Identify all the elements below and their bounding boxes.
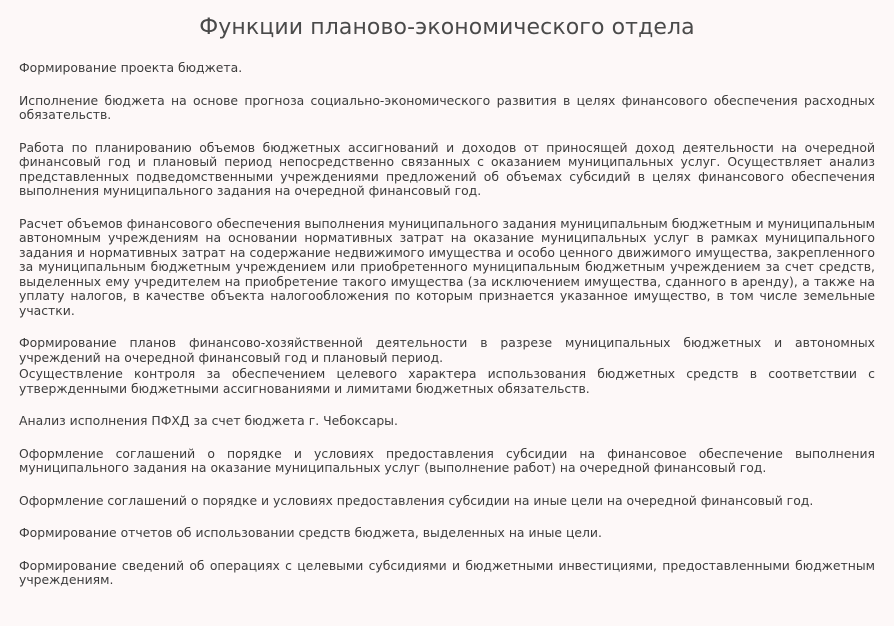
- functions-list: [19, 61, 875, 588]
- function-paragraph: Оформление соглашений о порядке и условиях предоставления субсидии на иные цели на очередной финансовый год.: [19, 492, 814, 508]
- function-paragraph: Расчет объемов финансового обеспечения выполнения муниципального задания муниципальным бюджетным и муниципальным автономным учреждениям на основании нормативных затрат на оказание муниципальных услуг в рамках муниципального задания и нормативных затрат на содержание недвижимого имущества и особо ценного движимого имущества, закрепленного за муниципальным бюджетным учреждением или приобретенного муниципальным бюджетным учреждением за счет средств, выделенных ему учредителем на приобретение такого имущества (за исключением имущества, сданного в аренду), а также на уплату налогов, в качестве объекта налогообложения по которым признается указанное имущество, в том числе земельные участки.: [19, 215, 875, 318]
- function-paragraph: Формирование проекта бюджета.: [19, 60, 243, 75]
- function-paragraph: Работа по планированию объемов бюджетных ассигнований и доходов от приносящей доход деятельности на очередной финансовый год и плановый период непосредственно связанных с оказанием муниципальных услуг. Осуществляет анализ представленных подведомственными учреждениями предложений об объемах субсидий в целях финансового обеспечения выполнения муниципального задания на очередной финансовый год.: [19, 139, 875, 198]
- page-title: Функции планово-экономического отдела: [199, 15, 695, 40]
- function-paragraph: Оформление соглашений о порядке и условиях предоставления субсидии на финансовое обеспечение выполнения муниципального задания на оказание муниципальных услуг (выполнение работ) на очередной финансовый год.: [19, 445, 875, 475]
- function-paragraph: Осуществление контроля за обеспечением целевого характера использования бюджетных средств в соответствии с утвержденными бюджетными ассигнованиями и лимитами бюджетных обязательств.: [19, 366, 875, 396]
- function-paragraph: Формирование сведений об операциях с целевыми субсидиями и бюджетными инвестициями, предоставленными бюджетным учреждениям.: [19, 557, 875, 587]
- function-paragraph: Формирование отчетов об использовании средств бюджета, выделенных на иные цели.: [19, 525, 602, 540]
- function-paragraph: Формирование планов финансово-хозяйственной деятельности в разрезе муниципальных бюджетных и автономных учреждений на очередной финансовый год и плановый период.: [19, 335, 875, 365]
- function-paragraph: Исполнение бюджета на основе прогноза социально-экономического развития в целях финансового обеспечения расходных обязательств.: [19, 92, 875, 122]
- function-paragraph: Анализ исполнения ПФХД за счет бюджета г. Чебоксары.: [19, 413, 398, 428]
